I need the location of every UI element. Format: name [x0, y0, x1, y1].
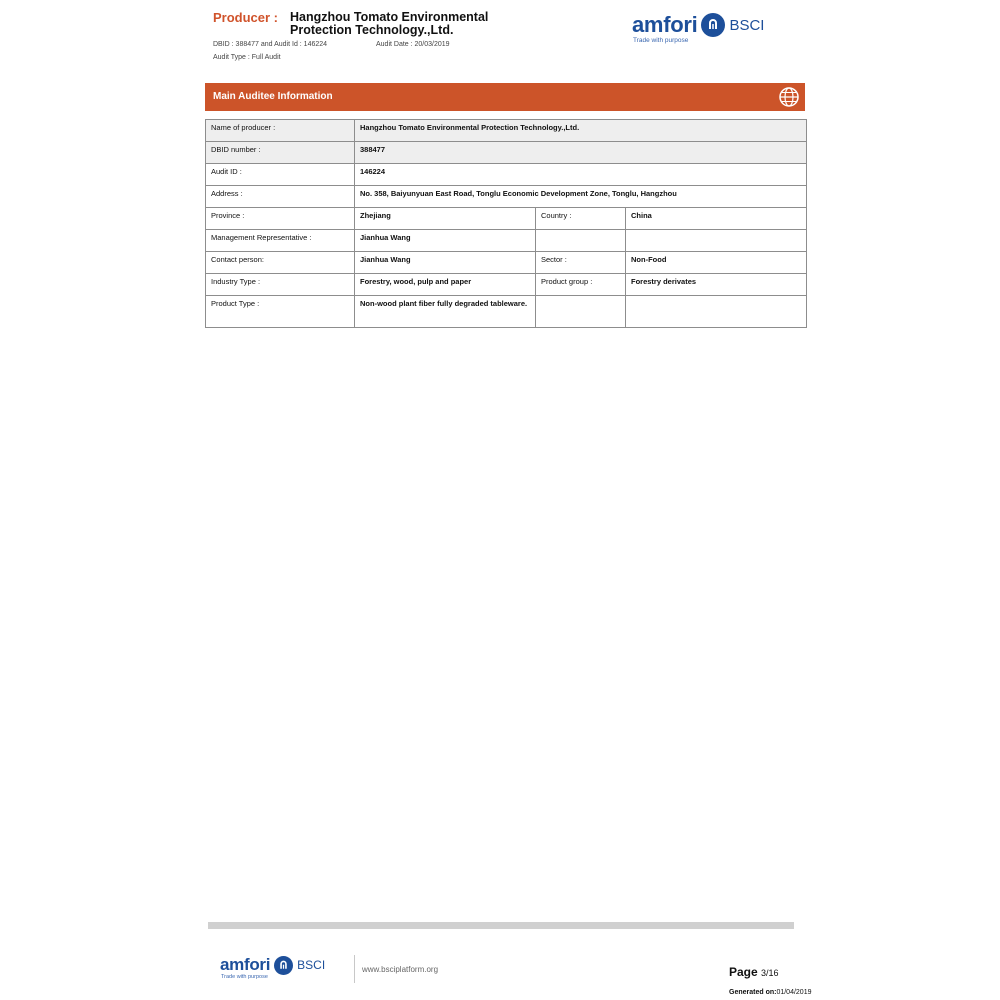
empty-cell — [536, 296, 626, 328]
page-label: Page — [729, 965, 758, 979]
bsci-platform-link[interactable]: www.bsciplatform.org — [362, 965, 439, 974]
audit-date-line: Audit Date : 20/03/2019 — [376, 41, 450, 48]
table-row — [206, 208, 807, 230]
page-value: 3/16 — [761, 968, 779, 978]
producer-name: Hangzhou Tomato Environmental Protection Technology.,Ltd. — [290, 10, 489, 37]
producer-label: Producer : — [213, 10, 279, 25]
brand-suffix: BSCI — [729, 16, 765, 34]
footer-divider-bar — [208, 922, 794, 929]
table-row — [206, 142, 807, 164]
table-row — [206, 274, 807, 296]
dbid-number-value: 388477 — [355, 142, 807, 164]
product-type-value: Non-wood plant fiber fully degraded tableware. — [355, 296, 536, 328]
contact-person-value: Jianhua Wang — [355, 252, 536, 274]
empty-cell — [536, 230, 626, 252]
amfori-logo-icon — [701, 13, 725, 37]
brand-name: amfori — [632, 12, 698, 37]
country-label: Country : — [536, 208, 626, 230]
country-value: China — [626, 208, 807, 230]
brand-tagline: Trade with purpose — [633, 37, 689, 44]
address-label: Address : — [206, 186, 355, 208]
audit-id-label: Audit ID : — [206, 164, 355, 186]
name-of-producer-value: Hangzhou Tomato Environmental Protection Technology.,Ltd. — [355, 120, 807, 142]
audit-type-line: Audit Type : Full Audit — [213, 54, 281, 61]
address-value: No. 358, Baiyunyuan East Road, Tonglu Economic Development Zone, Tonglu, Hangzhou — [355, 186, 807, 208]
generated-date — [729, 989, 812, 996]
name-of-producer-label: Name of producer : — [206, 120, 355, 142]
dbid-number-label: DBID number : — [206, 142, 355, 164]
footer-amfori-bsci-logo — [220, 955, 325, 975]
product-group-value: Forestry derivates — [626, 274, 807, 296]
table-row — [206, 120, 807, 142]
sector-label: Sector : — [536, 252, 626, 274]
footer-brand-name: amfori — [220, 955, 271, 974]
footer-vertical-divider — [354, 955, 355, 983]
product-group-label: Product group : — [536, 274, 626, 296]
management-representative-label: Management Representative : — [206, 230, 355, 252]
contact-person-label: Contact person: — [206, 252, 355, 274]
industry-type-value: Forestry, wood, pulp and paper — [355, 274, 536, 296]
section-title: Main Auditee Information — [213, 91, 333, 102]
generated-label: Generated on: — [729, 989, 777, 996]
generated-value: 01/04/2019 — [776, 989, 812, 996]
province-value: Zhejiang — [355, 208, 536, 230]
page-number — [729, 965, 779, 979]
empty-cell — [626, 230, 807, 252]
amfori-logo-icon — [274, 956, 293, 975]
product-type-label: Product Type : — [206, 296, 355, 328]
table-row — [206, 230, 807, 252]
table-row — [206, 252, 807, 274]
auditee-info-table — [205, 119, 807, 328]
section-banner — [205, 83, 805, 111]
management-representative-value: Jianhua Wang — [355, 230, 536, 252]
table-row — [206, 164, 807, 186]
sector-value: Non-Food — [626, 252, 807, 274]
amfori-bsci-logo — [632, 12, 764, 38]
dbid-audit-id-line: DBID : 388477 and Audit Id : 146224 — [213, 41, 328, 48]
footer-brand-suffix: BSCI — [297, 958, 326, 972]
province-label: Province : — [206, 208, 355, 230]
empty-cell — [626, 296, 807, 328]
audit-id-value: 146224 — [355, 164, 807, 186]
footer-brand-tagline: Trade with purpose — [221, 974, 268, 980]
industry-type-label: Industry Type : — [206, 274, 355, 296]
table-row — [206, 186, 807, 208]
table-row — [206, 296, 807, 328]
globe-icon — [777, 85, 801, 109]
